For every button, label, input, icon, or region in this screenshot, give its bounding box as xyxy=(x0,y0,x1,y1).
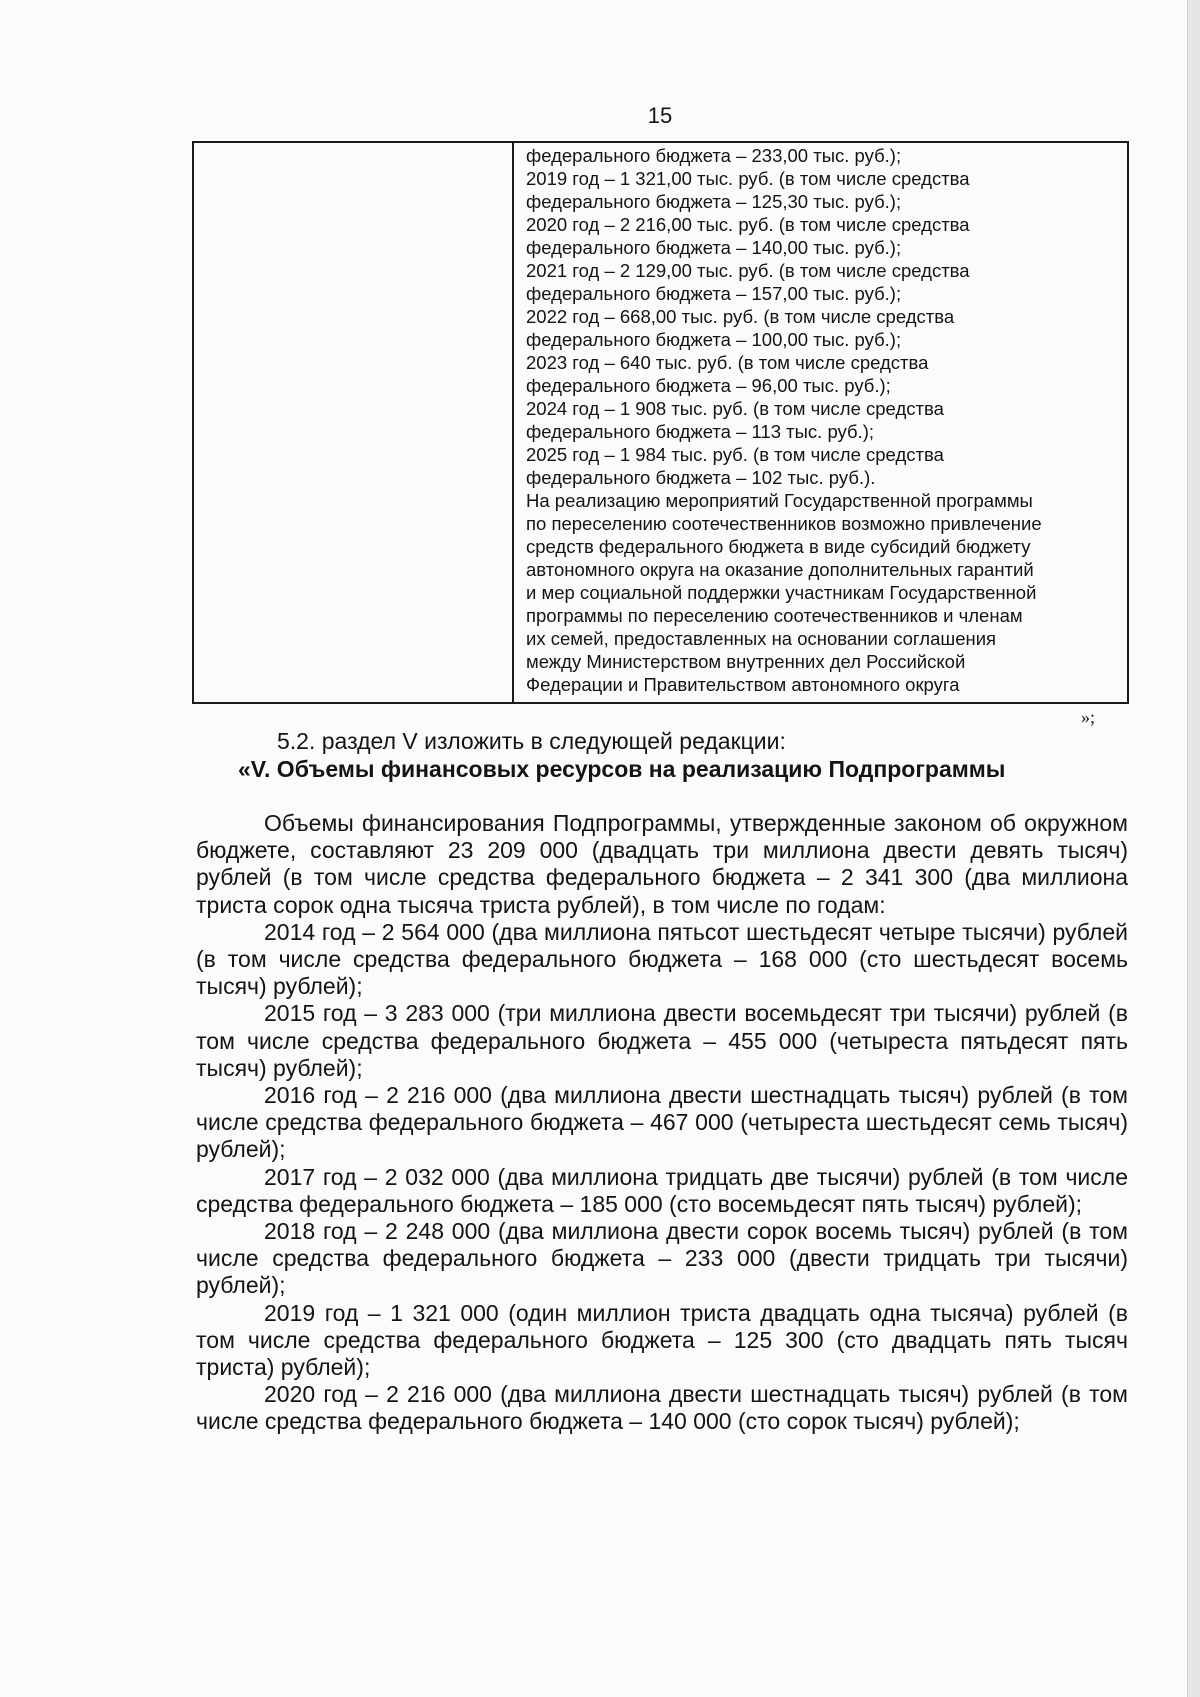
table-line: 2019 год – 1 321,00 тыс. руб. (в том числе средства xyxy=(526,168,970,189)
table-line: 2023 год – 640 тыс. руб. (в том числе средства xyxy=(526,352,929,373)
table-line: федерального бюджета – 100,00 тыс. руб.); xyxy=(526,329,902,350)
table-line: программы по переселению соотечественников и членам xyxy=(526,605,1023,626)
funding-table xyxy=(192,141,1129,704)
table-line: федерального бюджета – 157,00 тыс. руб.); xyxy=(526,283,902,304)
table-line: их семей, предоставленных на основании соглашения xyxy=(526,628,997,649)
table-line: 2021 год – 2 129,00 тыс. руб. (в том числе средства xyxy=(526,260,970,281)
table-line: и мер социальной поддержки участникам Государственной xyxy=(526,582,1037,603)
table-line: 2020 год – 2 216,00 тыс. руб. (в том числе средства xyxy=(526,214,970,235)
table-line: автономного округа на оказание дополнительных гарантий xyxy=(526,559,1034,580)
closing-quote: »; xyxy=(1081,707,1096,727)
table-line: Федерации и Правительством автономного округа xyxy=(526,674,960,695)
table-line: средств федерального бюджета в виде субсидий бюджету xyxy=(526,536,1031,557)
table-line: между Министерством внутренних дел Российской xyxy=(526,651,966,672)
paragraph-2018: 2018 год – 2 248 000 (два миллиона двести сорок восемь тысяч) рублей (в том числе средства федерального бюджета – 233 000 (двести тридцать три тысячи) рублей); xyxy=(196,1218,1128,1299)
table-line: федерального бюджета – 233,00 тыс. руб.); xyxy=(526,145,902,166)
table-line: федерального бюджета – 140,00 тыс. руб.); xyxy=(526,237,902,258)
paragraph-intro: Объемы финансирования Подпрограммы, утвержденные законом об окружном бюджете, составляют 23 209 000 (двадцать три миллиона двести девять тысяч) рублей (в том числе средства федерального бюджета – 2 341 300 (два миллиона триста сорок одна тысяча триста рублей), в том числе по годам: xyxy=(196,810,1128,918)
paragraph-2019: 2019 год – 1 321 000 (один миллион триста двадцать одна тысяча) рублей (в том числе средства федерального бюджета – 125 300 (сто двадцать пять тысяч триста) рублей); xyxy=(196,1299,1128,1381)
section-heading: «V. Объемы финансовых ресурсов на реализацию Подпрограммы xyxy=(238,756,1006,782)
table-line: федерального бюджета – 125,30 тыс. руб.); xyxy=(526,191,902,212)
page-number: 15 xyxy=(647,103,673,128)
paragraph-2016: 2016 год – 2 216 000 (два миллиона двести шестнадцать тысяч) рублей (в том числе средства федерального бюджета – 467 000 (четыреста шестьдесят семь тысяч) рублей); xyxy=(196,1082,1128,1163)
table-line: На реализацию мероприятий Государственной программы xyxy=(526,490,1033,511)
table-line: по переселению соотечественников возможно привлечение xyxy=(526,513,1042,534)
paragraph-2017: 2017 год – 2 032 000 (два миллиона тридцать две тысячи) рублей (в том числе средства федерального бюджета – 185 000 (сто восемьдесят пять тысяч) рублей); xyxy=(196,1163,1128,1217)
table-right-cell xyxy=(514,143,1127,702)
table-line: федерального бюджета – 96,00 тыс. руб.); xyxy=(526,375,891,396)
table-line: 2024 год – 1 908 тыс. руб. (в том числе средства xyxy=(526,398,944,419)
amendment-line: 5.2. раздел V изложить в следующей редакции: xyxy=(277,728,786,754)
table-line: федерального бюджета – 113 тыс. руб.); xyxy=(526,421,875,442)
body-text xyxy=(196,810,1128,1436)
paragraph-2015: 2015 год – 3 283 000 (три миллиона двести восемьдесят три тысячи) рублей (в том числе средства федерального бюджета – 455 000 (четыреста пятьдесят пять тысяч) рублей); xyxy=(196,1000,1128,1081)
table-line: 2025 год – 1 984 тыс. руб. (в том числе средства xyxy=(526,444,944,465)
table-left-cell xyxy=(194,143,514,702)
page-edge xyxy=(1187,0,1200,1697)
paragraph-2020: 2020 год – 2 216 000 (два миллиона двести шестнадцать тысяч) рублей (в том числе средства федерального бюджета – 140 000 (сто сорок тысяч) рублей); xyxy=(196,1381,1128,1435)
paragraph-2014: 2014 год – 2 564 000 (два миллиона пятьсот шестьдесят четыре тысячи) рублей (в том числе средства федерального бюджета – 168 000 (сто шестьдесят восемь тысяч) рублей); xyxy=(196,918,1128,1000)
table-line: федерального бюджета – 102 тыс. руб.). xyxy=(526,467,876,488)
table-line: 2022 год – 668,00 тыс. руб. (в том числе средства xyxy=(526,306,955,327)
